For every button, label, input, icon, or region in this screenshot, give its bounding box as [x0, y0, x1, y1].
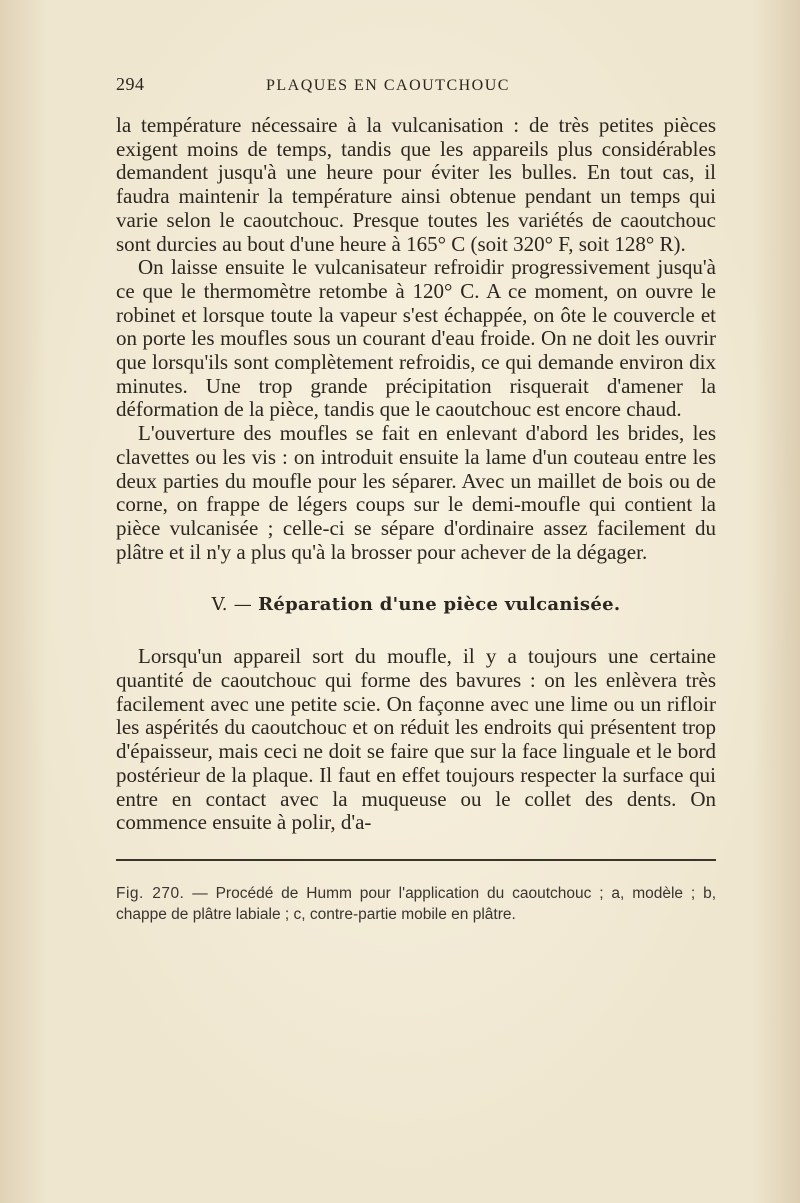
section-number: V. — — [211, 594, 253, 616]
figure-label: Fig. 270. — [116, 884, 185, 902]
paragraph: L'ouverture des moufles se fait en enlevant d'abord les brides, les clavettes ou les vis : on introduit ensuite la lame d'un couteau entre les deux parties du moufle pour les séparer. Avec un maillet de bois ou de corne, on frappe de légers coups sur le demi-moufle qui contient la pièce vulcanisée ; celle-ci se sépare d'ordinaire assez facilement du plâtre et il n'y a plus qu'à la brosser pour achever de la dégager. — [116, 421, 716, 564]
paragraph: la température nécessaire à la vulcanisation : de très petites pièces exigent moins de temps, tandis que les appareils plus considérables demandent jusqu'à une heure pour éviter les bulles. En tout cas, il faudra maintenir la température ainsi obtenue pendant un temps qui varie selon le caoutchouc. Presque toutes les variétés de caoutchouc sont durcies au bout d'une heure à 165° C (soit 320° F, soit 128° R). — [116, 113, 716, 256]
caption-rule — [116, 859, 716, 861]
body-text — [116, 114, 716, 564]
figure-caption — [116, 883, 716, 925]
section-heading — [116, 594, 716, 615]
paragraph: On laisse ensuite le vulcanisateur refroidir progressivement jusqu'à ce que le thermomètre retombe à 120° C. A ce moment, on ouvre le robinet et lorsque toute la vapeur s'est échappée, on ôte le couvercle et on porte les moufles sous un courant d'eau froide. On ne doit les ouvrir que lorsqu'ils sont complètement refroidis, ce qui demande environ dix minutes. Une trop grande précipitation risquerait d'amener la déformation de la pièce, tandis que le caoutchouc est encore chaud. — [116, 255, 716, 422]
page-number: 294 — [116, 74, 145, 94]
section-title: Réparation d'une pièce vulcanisée. — [258, 594, 621, 616]
figure-caption-text: — Procédé de Humm pour l'application du caoutchouc ; a, modèle ; b, chappe de plâtre labiale ; c, contre-partie mobile en plâtre. — [116, 884, 717, 923]
paragraph: Lorsqu'un appareil sort du moufle, il y a toujours une certaine quantité de caoutchouc qui forme des bavures : on les enlèvera très facilement avec une petite scie. On façonne avec une lime ou un rifloir les aspérités du caoutchouc et on réduit les endroits qui présentent trop d'épaisseur, mais ceci ne doit se faire que sur la face linguale et le bord postérieur de la plaque. Il faut en effet toujours respecter la surface qui entre en contact avec la muqueuse ou le collet des dents. On commence ensuite à polir, d'a- — [116, 644, 716, 835]
running-head — [116, 74, 716, 114]
running-title: PLAQUES EN CAOUTCHOUC — [266, 77, 510, 94]
page — [116, 70, 716, 925]
section-body — [116, 645, 716, 835]
